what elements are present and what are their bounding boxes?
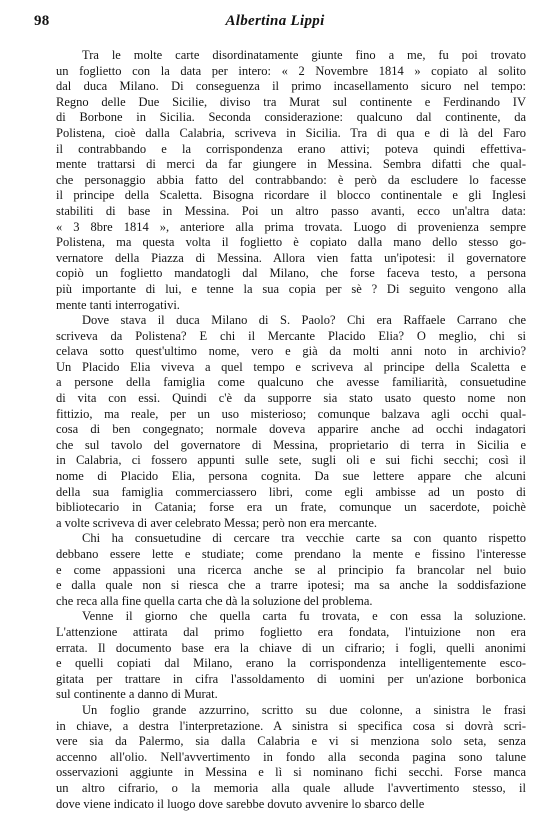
text-line: cosa di ben congegnato; normale doveva apparire anche ad occhi indagatori (56, 422, 526, 437)
text-line: Venne il giorno che quella carta fu trovata, e con essa la soluzione. (82, 609, 526, 624)
text-line: che personaggio abbia fatto del contrabbando: è però da escludere lo facesse (56, 172, 526, 187)
text-line: più importante di lui, e tenne la sua copia per sè ? Di seguito vengono alla (56, 281, 526, 296)
text-line: Polistena, cioè dalla Calabria, scriveva in Sicilia. Tra di qua e di là del Faro (56, 125, 526, 140)
text-line: mente tanti interrogativi. (56, 297, 180, 312)
text-line: in Calabria, ci fossero appunti sulle sete, sugli oli e sui fichi secchi; così il (56, 453, 526, 468)
text-line: il contrabbando e la corrispondenza erano attivi; poteva quindi effettiva- (56, 141, 526, 156)
paragraph (56, 313, 526, 531)
text-line: un altro cifrario, o la memoria alla quale allude l'avvertimento stesso, il (56, 780, 526, 795)
text-line: osservazioni aggiunte in Messina e lì si nominano fichi secchi. Forse manca (56, 765, 526, 780)
page-number: 98 (34, 13, 50, 29)
text-line: vere sia da Palermo, sia dalla Calabria e vi si menziona solo seta, senza (56, 734, 526, 749)
text-line: che reca alla fine quella carta che dà la soluzione del problema. (56, 593, 373, 608)
text-line: mente trattarsi di merci da far giungere in Messina. Sembra difatti che qual- (56, 157, 526, 172)
text-line: un foglietto con la data per intero: « 2 Novembre 1814 » copiato al solito (56, 63, 526, 78)
text-line: Polistena, ma questa volta il foglietto è copiato dalla mano dello stesso go- (56, 235, 526, 250)
paragraph (56, 609, 526, 703)
text-line: nome di Placido Elia, persona cognita. Da sue lettere appare che alcuni (56, 469, 526, 484)
text-line: L'attenzione attirata dal primo foglietto era fondata, l'intuizione non era (56, 624, 526, 639)
text-line: in chiave, a destra l'interpretazione. A sinistra si specifica cosa si dovrà scri- (56, 718, 526, 733)
text-line: Un Placido Elia viveva a quel tempo e scriveva al principe della Scaletta e (56, 359, 526, 374)
text-line: accenno all'olio. Nell'avvertimento in fondo alla seconda pagina sono talune (56, 749, 526, 764)
body-text (56, 48, 526, 812)
text-line: « 3 8bre 1814 », anteriore alla prima trovata. Luogo di provenienza sempre (56, 219, 526, 234)
text-line: fittizio, ma reale, per un uso misterioso; comunque balzava agli occhi qual- (56, 406, 526, 421)
text-line: Regno delle Due Sicilie, diviso tra Murat sul continente e Ferdinando IV (56, 94, 526, 109)
paragraph (56, 48, 526, 313)
text-line: e come appassioni una ricerca anche se al principio fa brancolar nel buio (56, 562, 526, 577)
page-header (34, 13, 516, 33)
running-title: Albertina Lippi (225, 13, 325, 29)
text-line: della sua famiglia commerciassero libri, come egli ambisse ad un posto di (56, 484, 526, 499)
text-line: a volte scriveva di aver celebrato Messa; però non era mercante. (56, 515, 378, 530)
paragraph (56, 703, 526, 812)
text-line: Chi ha consuetudine di cercare tra vecchie carte sa con quanto rispetto (82, 531, 526, 546)
text-line: di vita con essi. Quindi c'è da supporre sia stato usato questo nome non (56, 391, 526, 406)
text-line: il principe della Scaletta. Bisogna ricordare il blocco continentale e gli Inglesi (56, 188, 526, 203)
text-line: dove viene indicato il luogo dove sarebbe dovuto avvenire lo sbarco delle (56, 796, 425, 811)
paragraph (56, 531, 526, 609)
text-line: di Borbone in Sicilia. Seconda considerazione: qualcuno dal continente, da (56, 110, 526, 125)
text-line: Dove stava il duca Milano di S. Paolo? Chi era Raffaele Carrano che (82, 313, 526, 328)
text-line: celava sotto quest'ultimo nome, vero e già da molti anni noto in archivio? (56, 344, 526, 359)
text-line: che sul tavolo del governatore di Messina, proprietario di terra in Sicilia e (56, 437, 526, 452)
text-line: errata. Il documento base era la chiave di un cifrario; i fogli, quelli anonimi (56, 640, 526, 655)
text-line: sul continente a danno di Murat. (56, 687, 218, 702)
text-line: gitata per trattare in cifra l'assoldamento di uomini per un'azione borbonica (56, 671, 526, 686)
text-line: debbano essere lette e studiate; come prendano la mente e fissino l'interesse (56, 547, 526, 561)
text-line: e dalla quale non si riesca che a trarre ipotesi; ma sa anche la soddisfazione (56, 578, 526, 593)
text-line: stabiliti di base in Messina. Poi un altro passo avanti, ecco un'altra data: (56, 203, 526, 218)
text-line: copiò un foglietto mandatogli dal Milano, che forse faceva testo, a persona (56, 266, 526, 281)
text-line: bibliotecario in Catania; forse era un frate, comunque un sacerdote, poichè (56, 500, 526, 515)
text-line: dal duca Milano. Di conseguenza il primo incasellamento sicuro nel tempo: (56, 79, 526, 94)
text-line: e quelli copiati dal Milano, erano la corrispondenza intelligentemente esco- (56, 656, 526, 671)
text-line: scriveva da Polistena? E chi il Mercante Placido Elia? O meglio, chi si (56, 328, 526, 343)
text-line: Tra le molte carte disordinatamente giunte fino a me, fu poi trovato (82, 48, 526, 62)
text-line: vernatore della Piazza di Messina. Allora vien fatta un'ipotesi: il governatore (56, 250, 526, 265)
text-line: a persone della famiglia come qualcuno che avesse familiarità, consuetudine (56, 375, 526, 390)
text-line: Un foglio grande azzurrino, scritto su due colonne, a sinistra le frasi (82, 702, 526, 717)
